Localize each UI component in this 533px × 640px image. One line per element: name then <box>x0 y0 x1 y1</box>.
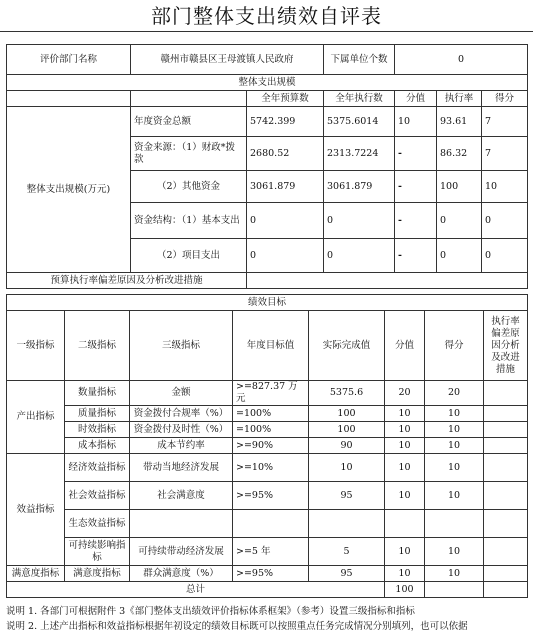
rate-cell: 86.32 <box>437 137 482 171</box>
indicator-row <box>7 422 528 438</box>
indicator-row <box>7 406 528 422</box>
rate-cell: 0 <box>437 203 482 239</box>
blank-cell <box>131 91 247 107</box>
col-score: 分值 <box>395 91 437 107</box>
actual-cell <box>309 510 385 538</box>
l1-cell: 效益指标 <box>7 454 65 566</box>
col-score: 分值 <box>385 311 425 381</box>
points-cell: 10 <box>425 438 484 454</box>
total-reason <box>484 582 528 598</box>
l2-cell: 质量指标 <box>65 406 130 422</box>
l2-cell: 可持续影响指标 <box>65 538 130 566</box>
points-cell <box>425 510 484 538</box>
l3-cell: 社会满意度 <box>130 482 233 510</box>
scale-item-name: 年度资金总额 <box>131 107 247 137</box>
actual-cell: 5375.6014 <box>324 107 395 137</box>
reason-cell <box>484 454 528 482</box>
blank-cell <box>7 91 131 107</box>
actual-cell: 100 <box>309 422 385 438</box>
actual-cell: 0 <box>324 239 395 273</box>
deviation-label: 预算执行率偏差原因及分析改进措施 <box>7 273 247 289</box>
points-cell: 0 <box>482 239 528 273</box>
sub-units-label: 下属单位个数 <box>324 45 395 75</box>
perf-section-title: 绩效目标 <box>7 295 528 311</box>
points-cell: 10 <box>425 454 484 482</box>
budget-cell: 0 <box>247 203 324 239</box>
target-cell <box>233 510 309 538</box>
col-reason: 执行率偏差原因分析及改进措施 <box>484 311 528 381</box>
points-cell: 20 <box>425 381 484 406</box>
indicator-row <box>7 381 528 406</box>
points-cell: 10 <box>425 422 484 438</box>
col-budget: 全年预算数 <box>247 91 324 107</box>
score-cell: - <box>395 239 437 273</box>
actual-cell: 10 <box>309 454 385 482</box>
rate-cell: 0 <box>437 239 482 273</box>
l3-cell: 可持续带动经济发展 <box>130 538 233 566</box>
l2-cell: 社会效益指标 <box>65 482 130 510</box>
score-cell: - <box>395 171 437 203</box>
col-actual: 实际完成值 <box>309 311 385 381</box>
col-rate: 执行率 <box>437 91 482 107</box>
scale-section-row <box>7 75 528 91</box>
l3-cell: 群众满意度（%） <box>130 566 233 582</box>
col-actual: 全年执行数 <box>324 91 395 107</box>
reason-cell <box>484 538 528 566</box>
target-cell: >=95% <box>233 482 309 510</box>
scale-row <box>7 107 528 137</box>
target-cell: >=5 年 <box>233 538 309 566</box>
scale-row-label: 整体支出规模(万元) <box>7 107 131 273</box>
actual-cell: 95 <box>309 482 385 510</box>
budget-cell: 0 <box>247 239 324 273</box>
page-title: 部门整体支出绩效自评表 <box>0 0 533 32</box>
score-cell: 10 <box>385 422 425 438</box>
points-cell: 10 <box>482 171 528 203</box>
actual-cell: 2313.7224 <box>324 137 395 171</box>
points-cell: 10 <box>425 406 484 422</box>
l1-cell: 产出指标 <box>7 381 65 454</box>
target-cell: >=10% <box>233 454 309 482</box>
col-l3: 三级指标 <box>130 311 233 381</box>
note-line: 说明 2. 上述产出指标和效益指标根据年初设定的绩效目标既可以按照重点任务完成情况分别填列，也可以依据 <box>6 621 468 632</box>
points-cell: 7 <box>482 137 528 171</box>
reason-cell <box>484 510 528 538</box>
scale-section-title: 整体支出规模 <box>7 75 528 91</box>
score-cell <box>385 510 425 538</box>
budget-cell: 5742.399 <box>247 107 324 137</box>
dept-value: 赣州市赣县区王母渡镇人民政府 <box>131 45 324 75</box>
indicator-row <box>7 438 528 454</box>
col-l2: 二级指标 <box>65 311 130 381</box>
target-cell: =100% <box>233 406 309 422</box>
score-cell: - <box>395 137 437 171</box>
actual-cell: 90 <box>309 438 385 454</box>
reason-cell <box>484 482 528 510</box>
col-l1: 一级指标 <box>7 311 65 381</box>
reason-cell <box>484 381 528 406</box>
score-cell: 10 <box>385 482 425 510</box>
rate-cell: 93.61 <box>437 107 482 137</box>
score-cell: 10 <box>385 406 425 422</box>
budget-cell: 3061.879 <box>247 171 324 203</box>
indicator-row <box>7 538 528 566</box>
rate-cell: 100 <box>437 171 482 203</box>
total-points <box>425 582 484 598</box>
scale-item-name: 资金来源：（1）财政*拨款 <box>131 137 247 171</box>
indicator-row <box>7 566 528 582</box>
l2-cell: 成本指标 <box>65 438 130 454</box>
target-cell: >=827.37 万元 <box>233 381 309 406</box>
spending-scale-table <box>6 44 528 289</box>
l3-cell: 资金拨付合规率（%） <box>130 406 233 422</box>
scale-item-name: 资金结构：（1）基本支出 <box>131 203 247 239</box>
col-points: 得分 <box>425 311 484 381</box>
scale-header-row <box>7 91 528 107</box>
indicator-row <box>7 454 528 482</box>
actual-cell: 5375.6 <box>309 381 385 406</box>
scale-item-name: （2）其他资金 <box>131 171 247 203</box>
deviation-value <box>247 273 528 289</box>
actual-cell: 95 <box>309 566 385 582</box>
score-cell: 10 <box>385 438 425 454</box>
l2-cell: 数量指标 <box>65 381 130 406</box>
l2-cell: 满意度指标 <box>65 566 130 582</box>
col-target: 年度目标值 <box>233 311 309 381</box>
deviation-row <box>7 273 528 289</box>
l3-cell <box>130 510 233 538</box>
dept-label: 评价部门名称 <box>7 45 131 75</box>
reason-cell <box>484 438 528 454</box>
l3-cell: 资金拨付及时性（%） <box>130 422 233 438</box>
total-score: 100 <box>385 582 425 598</box>
l3-cell: 带动当地经济发展 <box>130 454 233 482</box>
l3-cell: 金额 <box>130 381 233 406</box>
l2-cell: 经济效益指标 <box>65 454 130 482</box>
points-cell: 10 <box>425 482 484 510</box>
actual-cell: 5 <box>309 538 385 566</box>
notes <box>6 604 527 634</box>
score-cell: 10 <box>395 107 437 137</box>
score-cell: 20 <box>385 381 425 406</box>
indicator-row <box>7 482 528 510</box>
points-cell: 10 <box>425 566 484 582</box>
budget-cell: 2680.52 <box>247 137 324 171</box>
score-cell: 10 <box>385 566 425 582</box>
l1-cell: 满意度指标 <box>7 566 65 582</box>
target-cell: >=95% <box>233 566 309 582</box>
actual-cell: 100 <box>309 406 385 422</box>
col-points: 得分 <box>482 91 528 107</box>
l2-cell: 生态效益指标 <box>65 510 130 538</box>
score-cell: 10 <box>385 454 425 482</box>
points-cell: 10 <box>425 538 484 566</box>
indicator-row <box>7 510 528 538</box>
perf-section-row <box>7 295 528 311</box>
sub-units-value: 0 <box>395 45 528 75</box>
total-label: 总计 <box>7 582 385 598</box>
target-cell: =100% <box>233 422 309 438</box>
total-row <box>7 582 528 598</box>
actual-cell: 0 <box>324 203 395 239</box>
l2-cell: 时效指标 <box>65 422 130 438</box>
reason-cell <box>484 406 528 422</box>
scale-item-name: （2）项目支出 <box>131 239 247 273</box>
reason-cell <box>484 422 528 438</box>
score-cell: 10 <box>385 538 425 566</box>
reason-cell <box>484 566 528 582</box>
dept-row <box>7 45 528 75</box>
target-cell: >=90% <box>233 438 309 454</box>
score-cell: - <box>395 203 437 239</box>
points-cell: 0 <box>482 203 528 239</box>
points-cell: 7 <box>482 107 528 137</box>
l3-cell: 成本节约率 <box>130 438 233 454</box>
perf-header-row <box>7 311 528 381</box>
performance-table <box>6 294 528 598</box>
note-line: 说明 1. 各部门可根据附件 3《部门整体支出绩效评价指标体系框架》（参考）设置三级指标和指标 <box>6 606 415 617</box>
actual-cell: 3061.879 <box>324 171 395 203</box>
